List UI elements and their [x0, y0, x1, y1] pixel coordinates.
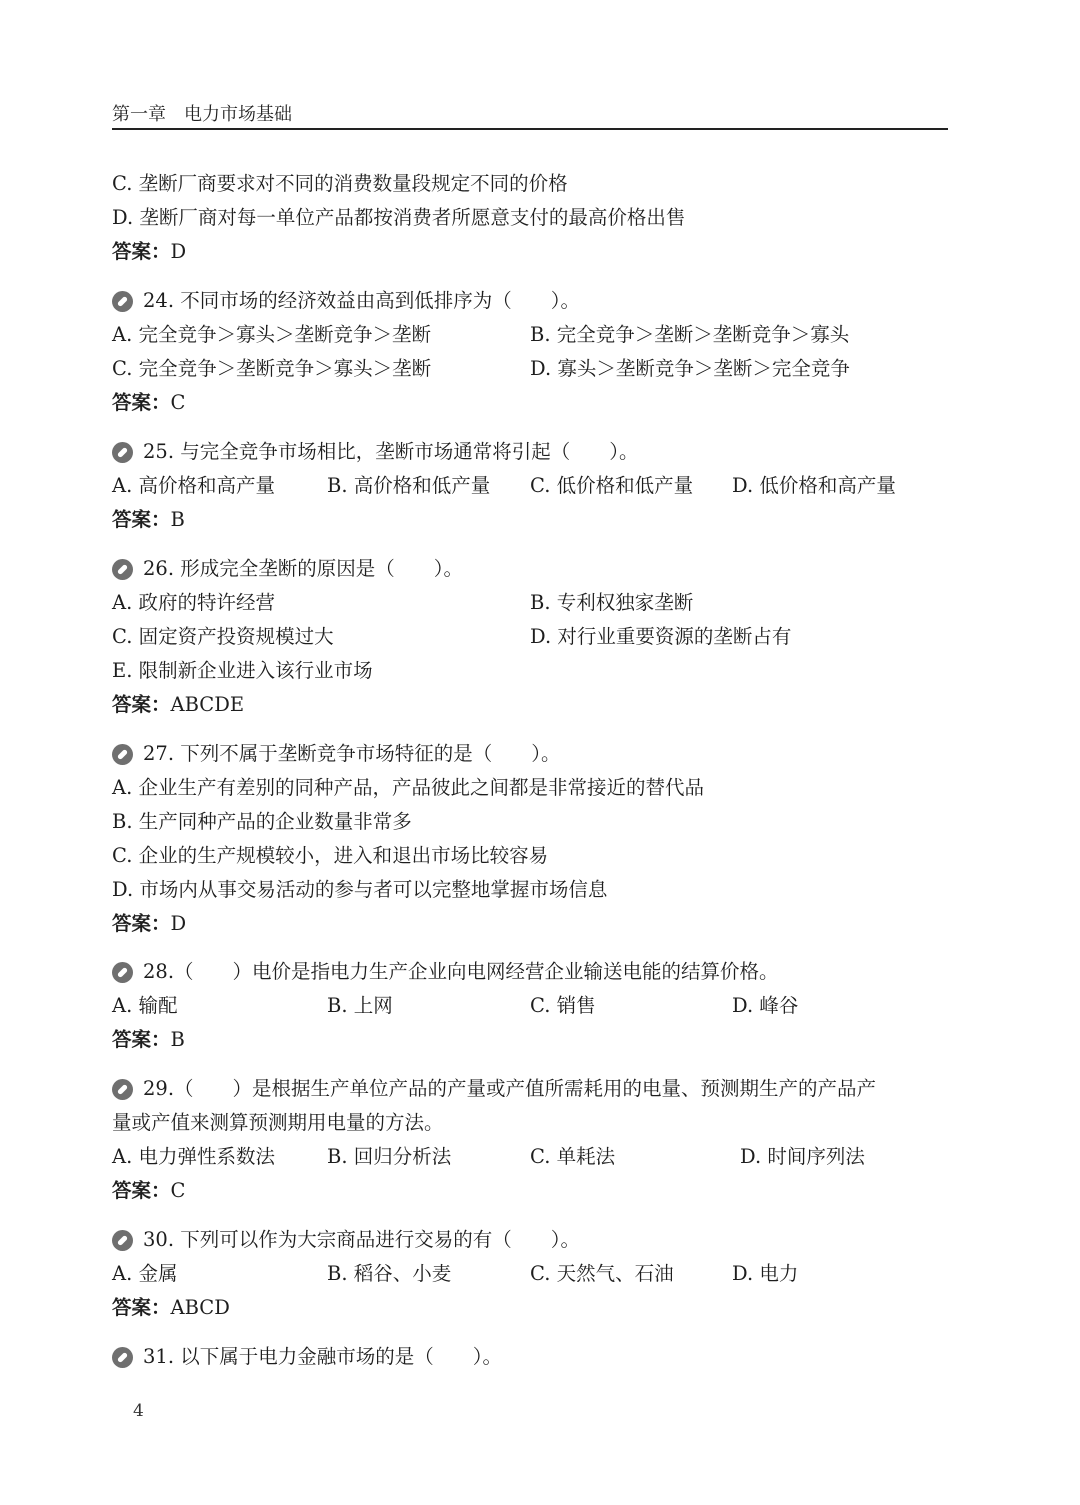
q24-option-d: D. 寡头＞垄断竞争＞垄断＞完全竞争	[530, 357, 850, 380]
q23-option-c: C. 垄断厂商要求对不同的消费数量段规定不同的价格	[112, 172, 568, 195]
q27-option-a: A. 企业生产有差别的同种产品，产品彼此之间都是非常接近的替代品	[112, 776, 704, 799]
q26-options-row2	[112, 620, 948, 654]
answer-value: D	[170, 912, 187, 935]
q30-option-c: C. 天然气、石油	[530, 1262, 674, 1285]
q31-stem-line	[112, 1340, 502, 1374]
q30-stem-line	[112, 1223, 580, 1257]
q26-stem: 26. 形成完全垄断的原因是（ ）。	[143, 557, 463, 580]
answer-label: 答案：	[112, 1296, 171, 1319]
q29-answer	[112, 1174, 185, 1208]
q28-option-d: D. 峰谷	[732, 994, 799, 1017]
question-tag-icon	[112, 1347, 133, 1368]
q30-option-a: A. 金属	[112, 1262, 178, 1285]
q26-answer	[112, 688, 244, 722]
q29-stem-part1: 29.（ ）是根据生产单位产品的产量或产值所需耗用的电量、预测期生产的产品产	[143, 1077, 877, 1100]
q29-option-b: B. 回归分析法	[327, 1145, 452, 1168]
q27-option-b: B. 生产同种产品的企业数量非常多	[112, 810, 412, 833]
q24-answer	[112, 386, 185, 420]
q25-option-d: D. 低价格和高产量	[732, 474, 896, 497]
page-number: 4	[133, 1401, 144, 1421]
chapter-title: 电力市场基础	[184, 104, 292, 125]
answer-label: 答案：	[112, 912, 171, 935]
question-tag-icon	[112, 442, 133, 463]
q26-option-c: C. 固定资产投资规模过大	[112, 625, 334, 648]
q26-option-b: B. 专利权独家垄断	[530, 591, 694, 614]
q26-option-d: D. 对行业重要资源的垄断占有	[530, 625, 792, 648]
q25-answer	[112, 503, 185, 537]
q26-stem-line	[112, 552, 463, 586]
answer-value: D	[170, 240, 187, 263]
answer-value: C	[170, 391, 186, 414]
q25-option-b: B. 高价格和低产量	[327, 474, 491, 497]
q25-stem-line	[112, 435, 638, 469]
q28-options-row	[112, 989, 948, 1023]
answer-label: 答案：	[112, 1179, 171, 1202]
question-tag-icon	[112, 1079, 133, 1100]
q27-option-c: C. 企业的生产规模较小，进入和退出市场比较容易	[112, 844, 549, 867]
question-tag-icon	[112, 559, 133, 580]
q24-options-row1	[112, 318, 948, 352]
q27-stem: 27. 下列不属于垄断竞争市场特征的是（ ）。	[143, 742, 561, 765]
question-tag-icon	[112, 1230, 133, 1251]
q25-option-a: A. 高价格和高产量	[112, 474, 275, 497]
q24-option-c: C. 完全竞争＞垄断竞争＞寡头＞垄断	[112, 357, 432, 380]
q23-option-d: D. 垄断厂商对每一单位产品都按消费者所愿意支付的最高价格出售	[112, 206, 686, 229]
question-tag-icon	[112, 291, 133, 312]
answer-label: 答案：	[112, 391, 171, 414]
q26-options-row1	[112, 586, 948, 620]
q24-option-a: A. 完全竞争＞寡头＞垄断竞争＞垄断	[112, 323, 431, 346]
answer-value: B	[170, 1028, 185, 1051]
q28-option-a: A. 输配	[112, 994, 178, 1017]
answer-label: 答案：	[112, 240, 171, 263]
q29-option-d: D. 时间序列法	[740, 1145, 865, 1168]
chapter-number: 第一章	[112, 104, 166, 125]
header-rule	[112, 128, 948, 130]
q24-stem: 24. 不同市场的经济效益由高到低排序为（ ）。	[143, 289, 580, 312]
q29-option-c: C. 单耗法	[530, 1145, 616, 1168]
answer-value: ABCDE	[170, 693, 245, 716]
q30-answer	[112, 1291, 230, 1325]
question-tag-icon	[112, 962, 133, 983]
q26-option-e: E. 限制新企业进入该行业市场	[112, 659, 373, 682]
q27-option-d: D. 市场内从事交易活动的参与者可以完整地掌握市场信息	[112, 878, 608, 901]
q23-answer	[112, 235, 186, 269]
q24-options-row2	[112, 352, 948, 386]
q25-options-row	[112, 469, 948, 503]
answer-value: ABCD	[170, 1296, 230, 1319]
answer-value: C	[170, 1179, 186, 1202]
q24-option-b: B. 完全竞争＞垄断＞垄断竞争＞寡头	[530, 323, 850, 346]
q28-stem-line	[112, 955, 779, 989]
q28-option-b: B. 上网	[327, 994, 393, 1017]
q27-answer	[112, 907, 186, 941]
q31-stem: 31. 以下属于电力金融市场的是（ ）。	[143, 1345, 502, 1368]
answer-value: B	[170, 508, 185, 531]
q24-stem-line	[112, 284, 580, 318]
answer-label: 答案：	[112, 693, 171, 716]
q29-stem-line1	[112, 1072, 876, 1106]
q26-option-a: A. 政府的特许经营	[112, 591, 275, 614]
q29-options-row	[112, 1140, 948, 1174]
q29-stem-part2: 量或产值来测算预测期用电量的方法。	[112, 1111, 444, 1134]
q27-stem-line	[112, 737, 560, 771]
answer-label: 答案：	[112, 508, 171, 531]
q25-stem: 25. 与完全竞争市场相比，垄断市场通常将引起（ ）。	[143, 440, 639, 463]
answer-label: 答案：	[112, 1028, 171, 1051]
q28-option-c: C. 销售	[530, 994, 596, 1017]
running-header	[112, 104, 948, 130]
q28-answer	[112, 1023, 185, 1057]
q25-option-c: C. 低价格和低产量	[530, 474, 694, 497]
q30-option-b: B. 稻谷、小麦	[327, 1262, 452, 1285]
q30-options-row	[112, 1257, 948, 1291]
q30-option-d: D. 电力	[732, 1262, 799, 1285]
q29-option-a: A. 电力弹性系数法	[112, 1145, 275, 1168]
q30-stem: 30. 下列可以作为大宗商品进行交易的有（ ）。	[143, 1228, 580, 1251]
question-tag-icon	[112, 744, 133, 765]
q28-stem: 28.（ ）电价是指电力生产企业向电网经营企业输送电能的结算价格。	[143, 960, 779, 983]
